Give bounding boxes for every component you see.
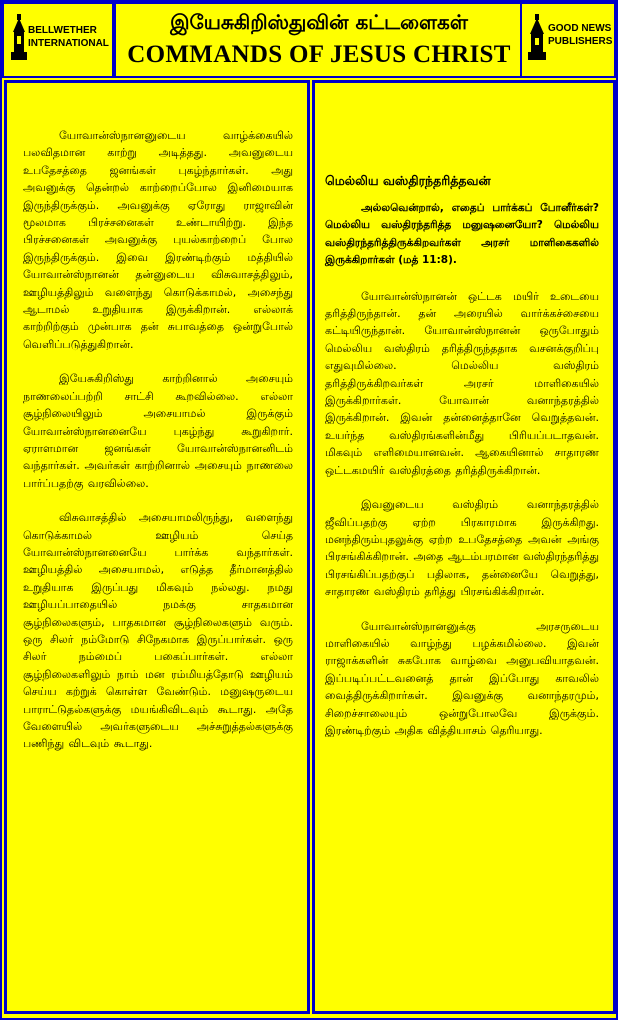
bell-tower-icon (8, 12, 30, 64)
paragraph: இவனுடைய வஸ்திரம் வனாந்தரத்தில் ஜீவிப்பதற்கு ஏற்ற பிரகாரமாக இருக்கிறது. மனந்திரும்புதலுக்கு ஏற்ற உபதேசத்தை அவன் அங்கு பிரசங்கிக்கிறான். அதை ஆடம்பரமான வஸ்திரந்தரித்து பிரசங்கிப்பதற்குப் பதிலாக, தன்னையே வெறுத்து, சாதாரண வஸ்திரம் தரித்து பிரசங்கிக்கிறான். (325, 498, 599, 599)
good-news-logo (520, 2, 616, 78)
paragraph: இயேசுகிறிஸ்து காற்றினால் அசையும் நாணலைப்பற்றி சாட்சி கூறவில்லை. எல்லா சூழ்நிலையிலும் அசையாமல் இருக்கும் யோவான்ஸ்நானனையே புகழ்ந்து கூறுகிறார். ஏராளமான ஜனங்கள் யோவான்ஸ்நானனிடம் வந்தார்கள். அவர்கள் காற்றினால் அசையும் நாணலை பார்ப்பதற்கு வரவில்லை. (23, 372, 293, 490)
right-logo-line: PUBLISHERS (548, 36, 613, 47)
right-column (312, 80, 616, 1014)
left-logo-text (28, 24, 109, 50)
page-title-tamil: இயேசுகிறிஸ்துவின் கட்டளைகள் (170, 10, 468, 34)
paragraph: விசுவாசத்தில் அசையாமலிருந்து, வளைந்து கொடுக்காமல் ஊழியம் செய்த யோவான்ஸ்நானனையே பார்க்க வந்தார்கள். ஊழியத்தில் அசையாமல், எடுத்த தீர்மானத்தில் உறுதியாக இருப்பது மிகவும் நல்லது. நமது ஊழியப்பாதையில் நமக்கு சாதகமான சூழ்நிலைகளும், பாதகமான சூழ்நிலைகளும் வரும். ஒரு சிலர் நம்மோடு சிநேகமாக இருப்பார்கள். ஒரு சிலர் நம்மைப் பகைப்பார்கள். எல்லா சூழ்நிலைகளிலும் நாம் மன ரம்மியத்தோடு ஊழியம் செய்ய கற்றுக் கொள்ள வேண்டும். மனுஷருடைய பாராட்டுதல்களுக்கு மயங்கிவிடவும் கூடாது. அதே வேளையில் அவர்களுடைய அச்சுறுத்தல்களுக்கு பணிந்து விடவும் கூடாது. (23, 511, 293, 751)
paragraph: யோவான்ஸ்நானனுக்கு அரசருடைய மாளிகையில் வாழ்ந்து பழக்கமில்லை. இவன் ராஜாக்களின் சுகபோக வாழ்வை அனுபவியாதவன். இப்படிப்பட்டவனைத் தான் இப்போது காவலில் வைத்திருக்கிறார்கள். இவனுக்கு வனாந்தரமும், சிறைச்சாலையும் ஒன்றுபோலவே இருக்கும். இரண்டிற்கும் அதிக வித்தியாசம் தெரியாது. (325, 619, 599, 737)
header (2, 2, 616, 78)
section-heading: மெல்லிய வஸ்திரந்தரித்தவன் (325, 173, 491, 188)
left-column (4, 80, 310, 1014)
left-logo-line: INTERNATIONAL (28, 38, 109, 49)
tower-icon (526, 12, 548, 64)
page-title-english: COMMANDS OF JESUS CHRIST (127, 41, 511, 68)
scripture-quote: அல்லவென்றால், எதைப் பார்க்கப் போனீர்கள்? மெல்லிய வஸ்திரந்தரித்த மனுஷனையோ? மெல்லிய வஸ்திரந்தரித்திருக்கிறவர்கள் அரசர் மாளிகைகளில் இருக்கிறார்கள் (மத் 11:8). (325, 202, 599, 267)
title-box (114, 2, 524, 78)
bellwether-logo (2, 2, 114, 78)
left-logo-line: BELLWETHER (28, 25, 97, 36)
paragraph: யோவான்ஸ்நானனுடைய வாழ்க்கையில் பலவிதமான காற்று அடித்தது. அவனுடைய உபதேசத்தை ஜனங்கள் புகழ்ந்தார்கள். அது அவனுக்கு தென்றல் காற்றைப்போல இனிமையாக இருந்திருக்கும். அவனுக்கு ஏரோது ராஜாவின் மூலமாக பிரச்சனைகள் உண்டாயிற்று. இந்த பிரச்சனைகள் அவனுக்கு புயல்காற்றைப் போல இருந்திருக்கும். இவை இரண்டிற்கும் மத்தியில் யோவான்ஸ்நானன் தன்னுடைய விசுவாசத்திலும், ஊழியத்திலும் வளைந்து கொடுக்காமல், அசைந்து ஆடாமல் உறுதியாக இருக்கிறான். எல்லாக் காற்றிற்கும் முன்பாக தன் சுபாவத்தை ஒன்றுபோல் வெளிப்படுத்துகிறான். (23, 129, 293, 351)
right-logo-line: GOOD NEWS (548, 23, 612, 34)
right-logo-text (548, 22, 612, 48)
paragraph: யோவான்ஸ்நானன் ஒட்டக மயிர் உடையை தரித்திருந்தான். தன் அரையில் வார்க்கச்சையை கட்டியிருந்தான். யோவான்ஸ்நானன் ஒருபோதும் மெல்லிய வஸ்திரம் தரித்திருந்ததாக வசனக்குறிப்பு எதுவுமில்லை. மெல்லிய வஸ்திரம் தரித்திருக்கிறவர்கள் அரசர் மாளிகையில் இருக்கிறார்கள். யோவான் வனாந்தரத்தில் இருக்கிறான். இவன் தன்னைத்தானே வெறுத்தவன். உயர்ந்த வஸ்திரங்களின்மீது பிரியப்படாதவன். மிகவும் எளிமையானவன். ஆகையினால் சாதாரண ஒட்டகமயிர் வஸ்திரத்தை தரித்திருக்கிறான். (325, 289, 599, 477)
